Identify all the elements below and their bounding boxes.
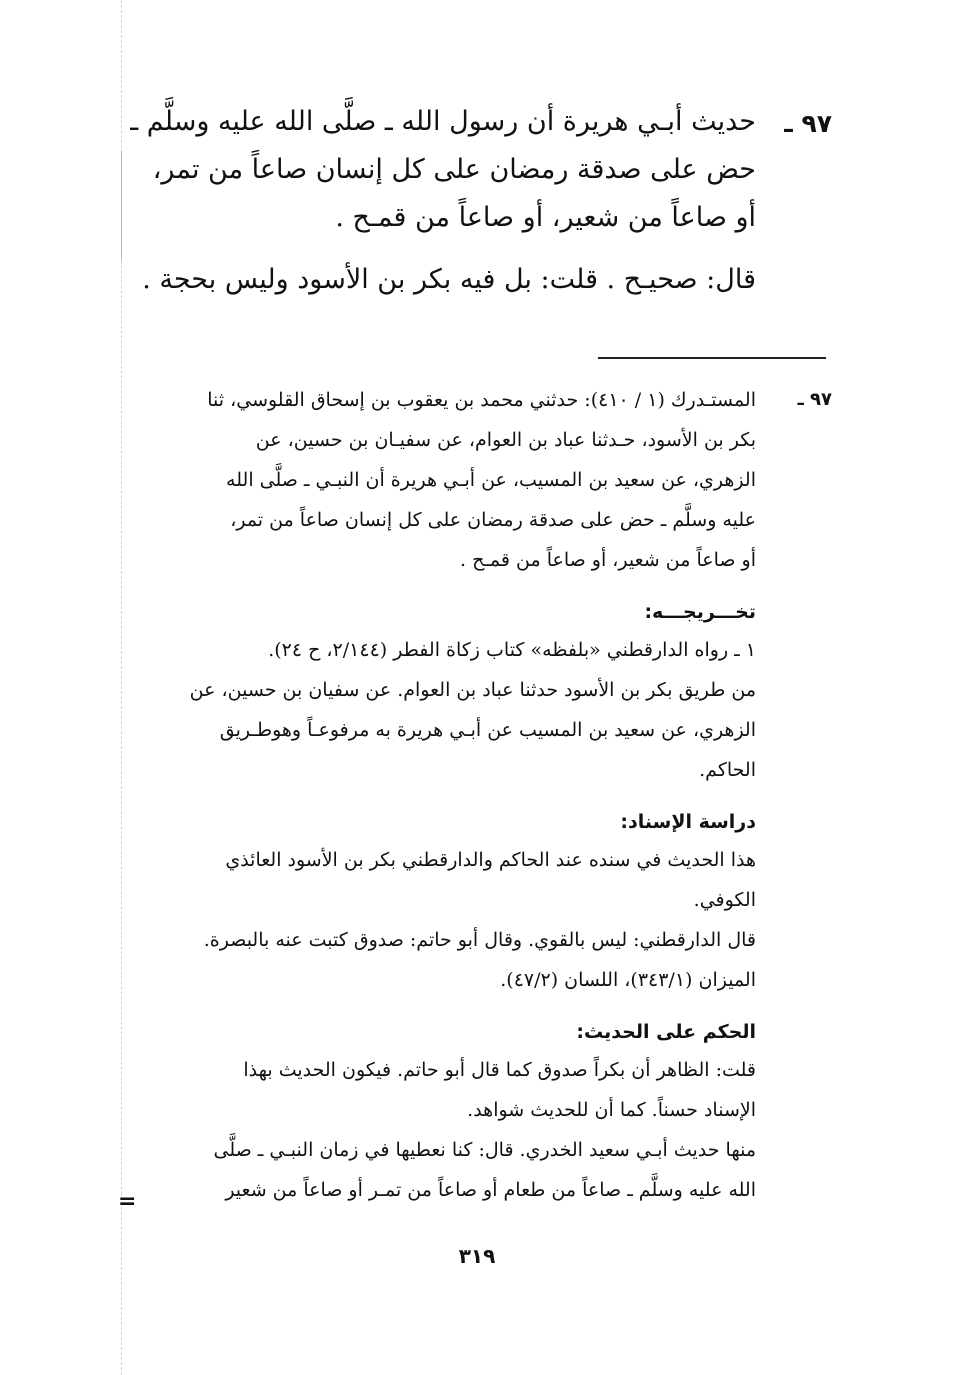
isnad-heading: دراسة الإسناد: — [620, 811, 756, 833]
footnote-text — [132, 380, 756, 580]
hukm-line: منها حديث أبـي سعيد الخدري. قال: كنا نعطيها في زمان النبـي ـ صلَّى — [213, 1139, 756, 1161]
footnote-line: بكر بن الأسود، حـدثنا عباد بن العوام، عن سفيـان بن حسين، عن — [255, 429, 756, 451]
footnote-line: عليه وسلَّم ـ حض على صدقة رمضان على كل إنسان صاعاً من تمر، — [230, 509, 756, 531]
takhrij-line: الزهري، عن سعيد بن المسيب عن أبـي هريرة به مرفوعـاً وهوطـريق — [219, 719, 756, 741]
continuation-mark: = — [118, 1189, 137, 1214]
footnote-line: الزهري، عن سعيد بن المسيب، عن أبـي هريرة أن النبـي ـ صلَّى الله — [226, 469, 756, 491]
footnote-row — [132, 380, 832, 580]
page-number: ٣١٩ — [458, 1244, 496, 1268]
hadith-line: حض على صدقة رمضان على كل إنسان صاعاً من تمر، — [152, 154, 756, 185]
takhrij-section — [132, 594, 756, 790]
hadith-number: ٩٧ ـ — [784, 109, 832, 138]
hukm-line: قلت: الظاهر أن بكراً صدوق كما قال أبو حاتم. فيكون الحديث بهذا — [243, 1059, 756, 1081]
main-hadith-row — [132, 98, 832, 242]
hukm-section — [132, 1014, 756, 1210]
hadith-text — [130, 98, 756, 242]
footnote-section — [132, 380, 832, 1210]
footnote-separator — [598, 357, 826, 359]
hukm-heading: الحكم على الحديث: — [576, 1021, 756, 1043]
isnad-section — [132, 804, 756, 1000]
hadith-grading-comment: قال: صحيـح . قلت: بل فيه بكر بن الأسود وليس بحجة . — [142, 264, 756, 295]
isnad-line: قال الدارقطني: ليس بالقوي. وقال أبو حاتم: صدوق كتبت عنه بالبصرة. — [203, 929, 756, 951]
hadith-line: أو صاعاً من شعير، أو صاعاً من قمـح . — [335, 202, 756, 233]
hukm-line: الله عليه وسلَّم ـ صاعاً من طعام أو صاعاً من تمـر أو صاعاً من شعير — [225, 1179, 756, 1201]
takhrij-line: من طريق بكر بن الأسود حدثنا عباد بن العوام. عن سفيان بن حسين، عن — [189, 679, 756, 701]
isnad-line: هذا الحديث في سنده عند الحاكم والدارقطني بكر بن الأسود العائذي — [225, 849, 756, 871]
main-hadith — [132, 98, 832, 304]
takhrij-heading: تخـــريجـــه: — [644, 601, 756, 623]
isnad-line: الكوفي. — [693, 889, 756, 911]
footnote-line: المستـدرك (١ / ٤١٠): حدثني محمد بن يعقوب بن إسحاق القلوسي، ثنا — [207, 389, 756, 411]
hukm-line: الإسناد حسناً. كما أن للحديث شواهد. — [467, 1099, 756, 1121]
margin-side-rule — [121, 150, 122, 260]
takhrij-line: ١ ـ رواه الدارقطني «بلفظه» كتاب زكاة الفطر (٢/١٤٤، ح ٢٤). — [268, 639, 756, 661]
footnote-line: أو صاعاً من شعير، أو صاعاً من قمـح . — [460, 549, 756, 571]
hadith-line: حديث أبـي هريرة أن رسول الله ـ صلَّى الله عليه وسلَّم ـ — [130, 106, 756, 137]
takhrij-line: الحاكم. — [699, 759, 756, 781]
footnote-number: ٩٧ ـ — [797, 389, 832, 410]
isnad-line: الميزان (٣٤٣/١)، اللسان (٤٧/٢). — [500, 969, 756, 991]
